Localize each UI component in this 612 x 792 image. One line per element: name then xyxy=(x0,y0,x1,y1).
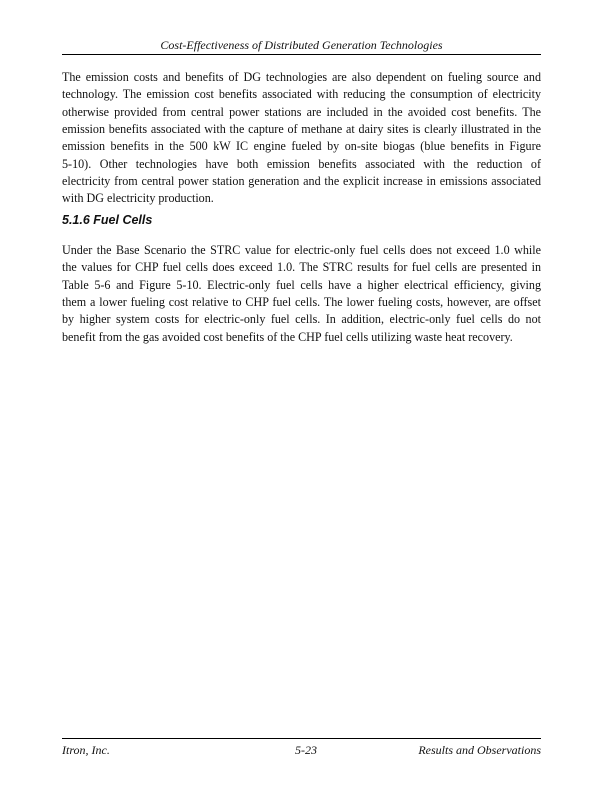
text-line: emission benefits in the 500 kW IC engine fueled by on-site biogas (blue benefits in Figure xyxy=(62,139,541,154)
page-number: 5-23 xyxy=(295,743,317,757)
text-line: The emission costs and benefits of DG technologies are also dependent on fueling source and xyxy=(62,70,541,84)
paragraph-fuel-cells xyxy=(62,242,541,346)
running-header: Cost-Effectiveness of Distributed Generation Technologies xyxy=(160,38,443,52)
footer-rule xyxy=(62,738,541,739)
text-line: technology. The emission cost benefits associated with reducing the consumption of electricity xyxy=(62,87,541,102)
section-heading: 5.1.6 Fuel Cells xyxy=(62,213,153,227)
header-rule xyxy=(62,54,541,55)
text-line: the values for CHP fuel cells does exceed 1.0. The STRC results for fuel cells are presented in xyxy=(62,260,541,275)
text-line: otherwise provided from central power stations are included in the avoided cost benefits. The xyxy=(62,104,541,119)
text-line: emission benefits associated with the capture of methane at dairy sites is clearly illustrated in the xyxy=(62,122,541,137)
text-line: with DG electricity production. xyxy=(62,191,214,206)
text-line: 5-10). Other technologies have both emission benefits associated with the reduction of xyxy=(62,156,541,171)
text-line: them a lower fueling cost relative to CHP fuel cells. The lower fueling costs, however, are offset xyxy=(62,295,541,310)
paragraph-emissions xyxy=(62,69,541,208)
text-line: Table 5-6 and Figure 5-10. Electric-only fuel cells have a higher electrical efficiency, giving xyxy=(62,277,541,292)
text-line: Under the Base Scenario the STRC value for electric-only fuel cells does not exceed 1.0 while xyxy=(62,243,541,257)
text-line: electricity from central power station generation and the explicit increase in emissions associated xyxy=(62,174,541,189)
text-line: benefit from the gas avoided cost benefits of the CHP fuel cells utilizing waste heat recovery. xyxy=(62,329,513,344)
text-line: by higher system costs for electric-only fuel cells. In addition, electric-only fuel cells do not xyxy=(62,312,541,327)
footer-section: Results and Observations xyxy=(418,743,541,757)
footer-company: Itron, Inc. xyxy=(62,743,110,757)
